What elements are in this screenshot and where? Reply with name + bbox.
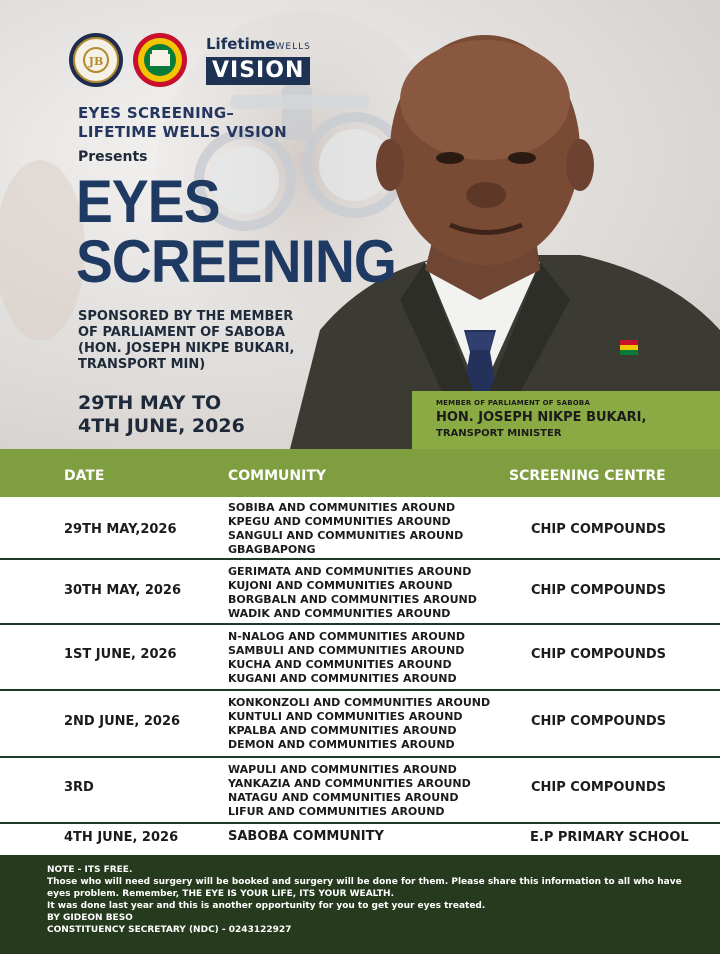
sponsor-line: SPONSORED BY THE MEMBER (78, 309, 294, 324)
mp-caption: MEMBER OF PARLIAMENT OF SABOBA (436, 399, 591, 407)
community-item: WAPULI AND COMMUNITIES AROUND (228, 763, 457, 776)
row-centre: CHIP COMPOUNDS (531, 647, 667, 662)
brand-lifetime: Lifetime (206, 34, 276, 53)
table-row (0, 824, 720, 855)
mp-name: HON. JOSEPH NIKPE BUKARI, (436, 410, 647, 425)
footer-note: NOTE - ITS FREE. (47, 865, 133, 875)
column-header-date: DATE (64, 468, 105, 484)
row-centre: CHIP COMPOUNDS (531, 714, 667, 729)
community-item: GBAGBAPONG (228, 543, 316, 556)
schedule-table (0, 449, 720, 855)
community-item: DEMON AND COMMUNITIES AROUND (228, 738, 455, 751)
kicker-line: EYES SCREENING– (78, 104, 235, 122)
sponsor-line: OF PARLIAMENT OF SABOBA (78, 325, 285, 340)
table-row (0, 560, 720, 625)
mp-role: TRANSPORT MINISTER (436, 428, 562, 439)
community-item: BORGBALN AND COMMUNITIES AROUND (228, 593, 477, 606)
dates-line: 4TH JUNE, 2026 (78, 415, 245, 437)
ndc-seal-logo (68, 32, 124, 88)
mp-name-card (412, 391, 720, 449)
footer-notes (0, 855, 720, 954)
community-item: N-NALOG AND COMMUNITIES AROUND (228, 630, 466, 643)
row-date: 29TH MAY,2026 (64, 522, 177, 537)
presents-text: Presents (78, 149, 148, 165)
sponsor-line: TRANSPORT MIN) (78, 357, 206, 372)
row-date: 4TH JUNE, 2026 (64, 830, 179, 845)
row-centre: CHIP COMPOUNDS (531, 780, 667, 795)
title-line: SCREENING (76, 228, 396, 295)
svg-text:JB: JB (88, 55, 104, 68)
community-item: KPALBA AND COMMUNITIES AROUND (228, 724, 457, 737)
footer-last-year: It was done last year and this is another opportunity for you to get your eyes treated. (47, 901, 486, 911)
community-item: SABOBA COMMUNITY (228, 829, 384, 844)
footer-contact: CONSTITUENCY SECRETARY (NDC) - 0243122927 (47, 925, 292, 935)
event-kicker (78, 104, 287, 142)
table-row (0, 497, 720, 560)
table-row (0, 625, 720, 691)
community-item: LIFUR AND COMMUNITIES AROUND (228, 805, 445, 818)
community-item: KPEGU AND COMMUNITIES AROUND (228, 515, 451, 528)
row-date: 1ST JUNE, 2026 (64, 647, 177, 662)
community-item: WADIK AND COMMUNITIES AROUND (228, 607, 451, 620)
dates-line: 29TH MAY TO (78, 392, 222, 414)
row-date: 2ND JUNE, 2026 (64, 714, 181, 729)
community-item: SAMBULI AND COMMUNITIES AROUND (228, 644, 465, 657)
community-item: KONKONZOLI AND COMMUNITIES AROUND (228, 696, 491, 709)
community-item: NATAGU AND COMMUNITIES AROUND (228, 791, 459, 804)
title-line: EYES (76, 168, 220, 235)
brand-vision-box: VISION (206, 57, 310, 85)
row-communities (228, 763, 471, 819)
community-item: KUNTULI AND COMMUNITIES AROUND (228, 710, 463, 723)
row-date: 30TH MAY, 2026 (64, 583, 182, 598)
community-item: SANGULI AND COMMUNITIES AROUND (228, 529, 464, 542)
row-centre: CHIP COMPOUNDS (531, 583, 667, 598)
row-date: 3RD (64, 780, 94, 795)
row-centre: CHIP COMPOUNDS (531, 522, 667, 537)
parliament-crest-logo (132, 32, 188, 88)
row-centre: E.P PRIMARY SCHOOL (530, 830, 689, 845)
logo-bar (68, 32, 311, 88)
community-item: KUCHA AND COMMUNITIES AROUND (228, 658, 452, 671)
event-dates (78, 392, 245, 438)
page-title (76, 168, 396, 295)
row-communities (228, 696, 490, 752)
row-communities (228, 630, 465, 686)
column-header-centre: SCREENING CENTRE (509, 468, 666, 484)
row-communities (228, 565, 477, 621)
row-communities (228, 830, 384, 844)
sponsor-text (78, 309, 328, 373)
table-row (0, 691, 720, 758)
community-item: KUGANI AND COMMUNITIES AROUND (228, 672, 457, 685)
community-item: KUJONI AND COMMUNITIES AROUND (228, 579, 453, 592)
table-header (0, 449, 720, 497)
community-item: GERIMATA AND COMMUNITIES AROUND (228, 565, 472, 578)
sponsor-line: (HON. JOSEPH NIKPE BUKARI, (78, 341, 295, 356)
row-communities (228, 501, 463, 557)
footer-author: BY GIDEON BESO (47, 913, 133, 923)
footer-surgery-info: Those who will need surgery will be booked and surgery will be done for them. Please share this information to all who have eyes problem. Remember, THE EYE IS YOUR LIFE, ITS YOUR WEALTH. (47, 877, 682, 899)
community-item: YANKAZIA AND COMMUNITIES AROUND (228, 777, 471, 790)
brand-wells: WELLS (275, 41, 311, 52)
hero-banner (0, 0, 720, 449)
ghana-flag-lapel-pin (620, 340, 638, 355)
lifetime-wells-vision-logo (206, 36, 311, 85)
community-item: SOBIBA AND COMMUNITIES AROUND (228, 501, 456, 514)
kicker-line: LIFETIME WELLS VISION (78, 123, 287, 141)
column-header-community: COMMUNITY (228, 468, 327, 484)
table-row (0, 758, 720, 824)
brand-top-text (206, 36, 311, 55)
